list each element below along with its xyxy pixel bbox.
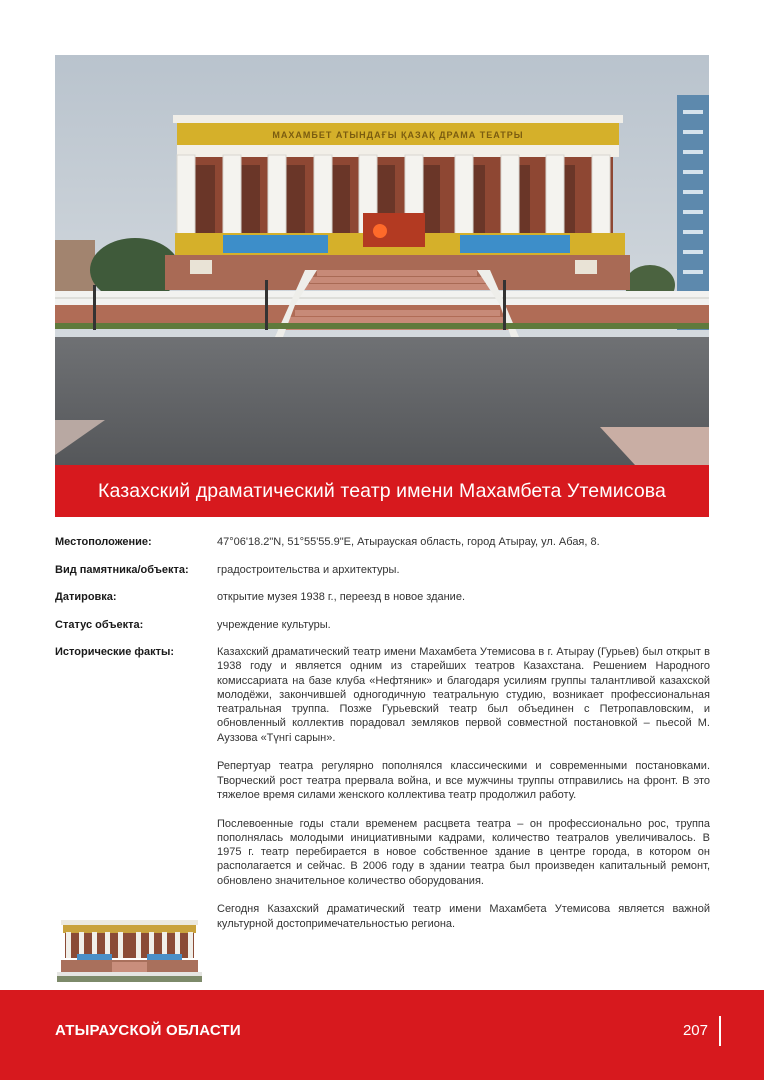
facts-paragraph: Репертуар театра регулярно пополнялся классическими и современными постановками. Творческий рост театра прервала война, и все мужчины труппы отправились на фронт. В это тяжелое время силами женского коллектива театр продолжил работу. (217, 760, 710, 801)
title-banner (55, 465, 709, 517)
theatre-photo (55, 55, 709, 465)
info-label: Местоположение: (55, 536, 152, 548)
footer (0, 990, 764, 1080)
facts-paragraph: Сегодня Казахский драматический театр имени Махамбета Утемисова является важной культурной достопримечательностью региона. (217, 903, 710, 930)
facts-paragraph: Послевоенные годы стали временем расцвета театра – он профессионально рос, труппа пополнялась молодыми инициативными кадрами, количество театралов увеличивалось. В 1975 г. театр перебирается в новое собственное здание в центре города, в котором он располагается и сейчас. В 2006 году в здании театра был произведен капитальный ремонт, обновлено значительное количество оборудования. (217, 817, 710, 887)
info-value: градостроительства и архитектуры. (217, 564, 400, 576)
historical-facts (217, 645, 710, 945)
footer-divider (719, 1016, 721, 1046)
info-label: Вид памятника/объекта: (55, 564, 189, 576)
page-title: Казахский драматический театр имени Махамбета Утемисова (98, 479, 666, 502)
info-value: 47°06'18.2"N, 51°55'55.9"E, Атырауская область, город Атырау, ул. Абая, 8. (217, 536, 600, 548)
photo-sign: МАХАМБЕТ АТЫНДАҒЫ ҚАЗАҚ ДРАМА ТЕАТРЫ (272, 130, 524, 140)
page-number: 207 (682, 1022, 708, 1039)
info-value: открытие музея 1938 г., переезд в новое здание. (217, 591, 466, 603)
info-label: Датировка: (55, 591, 117, 603)
info-value: учреждение культуры. (217, 619, 331, 631)
theatre-thumbnail (57, 918, 202, 982)
footer-region: АТЫРАУСКОЙ ОБЛАСТИ (55, 1022, 241, 1039)
facts-label: Исторические факты: (55, 646, 175, 658)
facts-paragraph: Казахский драматический театр имени Махамбета Утемисова в г. Атырау (Гурьев) был открыт в 1938 году и является одним из старейших театров Казахстана. Решением Народного комиссариата на базе клуба «Нефтяник» и благодаря усилиям группы талантливой казахской молодёжи, закончившей одногодичную театральную студию, возникает профессиональная театральная труппа. Позже Гурьевский театр был объединен с Петропавловским, и обновленный коллектив порадовал земляков первой совместной постановкой – пьесой М. Ауззова «Түнгі сарын». (217, 646, 710, 744)
info-label: Статус объекта: (55, 619, 144, 631)
